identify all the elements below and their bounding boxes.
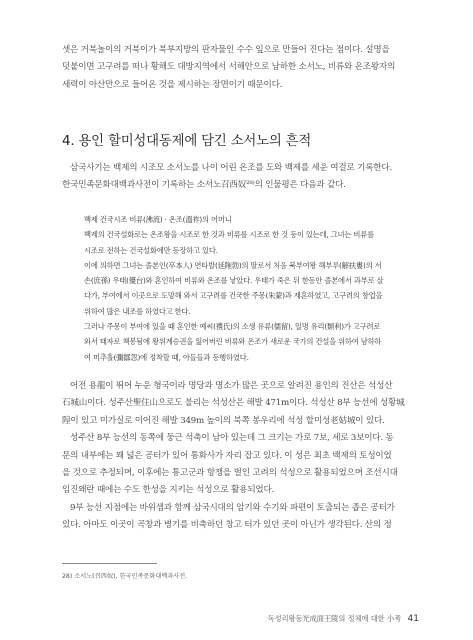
quote-line: 이에 의하면 그녀는 졸본인(卒本人) 연타발(延陁勃)의 딸로서 처음 북부여왕 해부루(解扶婁)의 서 [84, 260, 382, 270]
text-line: 문의 내부에는 꽤 넓은 공터가 있어 통화사가 자리 잡고 있다. 이 성은 최초 백제의 토성이었 [62, 450, 392, 461]
text-line: 石城山이다. 성주산聖住山으로도 불리는 석성산은 해발 471m이다. 석성산 8부 능선에 성황城 [62, 398, 405, 409]
text-line: 9부 능선 지점에는 바위샘과 함께 삼국시대의 암기와 수기와 파편이 토출되는 좁은 공터가 [70, 502, 395, 513]
quote-line: 시조로 전하는 건국설화에만 등장하고 있다. [84, 245, 218, 255]
text-line: 隍이 있고 미가실로 이어진 해발 349m 높이의 북쪽 봉우리에 석성 할미성老姑城이 있다. [62, 415, 385, 426]
quote-line: 위하여 많은 내조를 하였다고 한다. [84, 306, 191, 316]
text-line: 셋은 거북놀이의 거북이가 북부지방의 판자물인 수수 잎으로 만들어 진다는 점이다. 설명을 [62, 45, 390, 55]
text-line: 삼국사기는 백제의 시조모 소서노를 나이 어린 온조를 도와 백제를 세운 여걸로 기록한다. [70, 163, 393, 173]
footnote: 28) 소서노(召西奴), 한국민족문화대백과사전. [62, 573, 188, 580]
page-footer [268, 614, 419, 624]
text-line: 임진왜란 때에는 수도 한성을 지키는 석성으로 활용되었다. [62, 485, 275, 496]
page-number: 41 [407, 614, 419, 624]
text-line: 세력이 아산만으로 들어온 것을 제시하는 장면이기 때문이다. [62, 79, 283, 90]
text-line: 어전 용龍이 뛰어 누운 형국이라 명당과 명소가 많은 곳으로 알려진 용인의 진산은 석성산 [70, 381, 393, 391]
quote-line: 다가, 부여에서 이곳으로 도망해 와서 고구려를 건국한 주몽(朱蒙)과 재혼하였고, 고구려의 창업을 [84, 291, 383, 301]
quote-line: 여 미추홀(彌鄒忽)에 정착할 때, 아들들과 동행하였다. [84, 352, 249, 362]
quote-line: 손(庶孫) 우태(優台)와 혼인하여 비류와 온조를 낳았다. 우태가 죽은 뒤 한동안 졸본에서 과부로 살 [84, 276, 384, 286]
paragraph-samguksagi [62, 160, 422, 195]
quote-line: 와서 태자로 책봉됨에 왕위계승권을 잃어버린 비류와 온조가 새로운 국가의 건설을 위하여 남하하 [84, 337, 382, 347]
quote-line: 백제의 건국설화로는 온조왕을 시조로 한 것과 비류를 시조로 한 것 등이 있는데, 그녀는 비류를 [84, 230, 374, 240]
paragraph-seokseongsan [62, 378, 422, 535]
text-line: 을 것으로 추정되며, 이후에는 통고군과 항쟁을 벌인 고려의 석성으로 활용되었으며 조선시대 [62, 468, 398, 479]
footnote-divider [62, 563, 157, 564]
text-line: 있다. 아마도 이곳이 곡창과 병기를 비축하던 창고 터가 있던 곳이 아닌가 생각된다. 산의 정 [62, 520, 392, 531]
text-line: 덧붙이면 고구려를 떠나 황해도 대방지역에서 서해안으로 남하한 소서노, 비류와 온조왕자의 [62, 62, 396, 73]
running-title: 독성리왕동光成面王陵의 정체에 대한 小考 [267, 614, 402, 623]
paragraph-intro [62, 42, 422, 94]
section-heading: 4. 용인 할미성대동제에 담긴 소서노의 흔적 [62, 134, 312, 149]
quote-line: 그러나 주몽이 부여에 있을 때 혼인한 예씨(禮氏)의 소생 유류(儒留), 일명 유리(類利)가 고구려로 [84, 322, 381, 332]
text-line: 성주산 8부 능선의 동쪽에 둥근 석축이 남아 있는데 그 크기는 가로 7보, 세로 3보이다. 동 [70, 433, 394, 444]
encyclopedia-quote [84, 212, 424, 365]
text-line: 한국민족문화대백과사전이 기록하는 소서노召西奴²⁸⁾의 인물평은 다음과 같다. [62, 180, 346, 191]
quote-line: 백제 건국시조 비류(沸流) · 온조(溫祚)의 어머니 [84, 215, 232, 224]
